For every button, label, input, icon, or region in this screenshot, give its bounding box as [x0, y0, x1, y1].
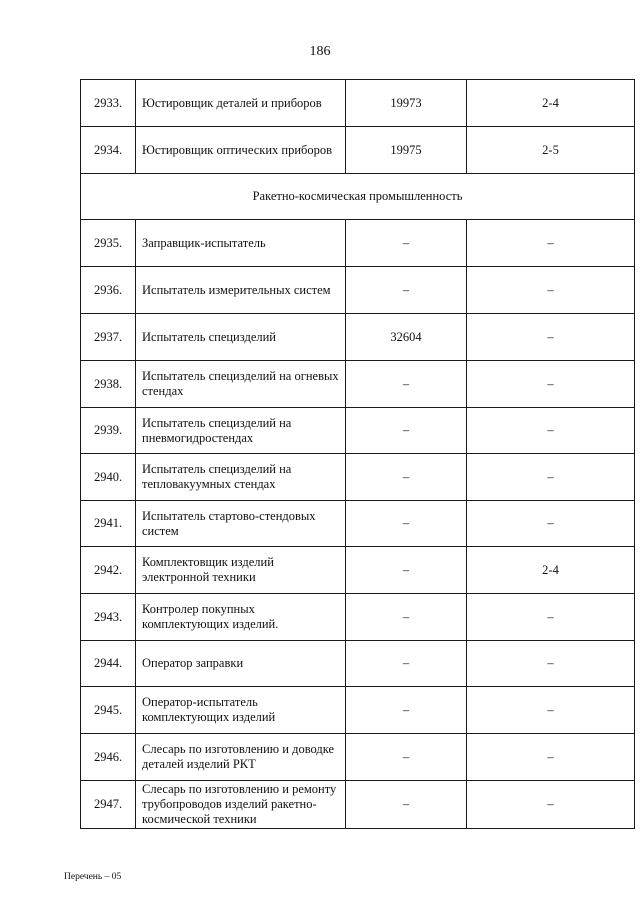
profession-name: Юстировщик оптических приборов	[136, 127, 346, 174]
row-number: 2941.	[81, 501, 136, 547]
row-number: 2945.	[81, 687, 136, 734]
profession-name: Оператор заправки	[136, 641, 346, 687]
profession-code: 19975	[346, 127, 467, 174]
row-number: 2944.	[81, 641, 136, 687]
profession-name: Юстировщик деталей и приборов	[136, 80, 346, 127]
profession-name: Заправщик-испытатель	[136, 220, 346, 267]
table-row	[81, 361, 635, 408]
profession-name: Испытатель стартово-стендовых систем	[136, 501, 346, 547]
row-number: 2933.	[81, 80, 136, 127]
table-row	[81, 80, 635, 127]
footer-label: Перечень – 05	[64, 872, 122, 882]
grade-range: –	[467, 501, 635, 547]
profession-code: 19973	[346, 80, 467, 127]
row-number: 2934.	[81, 127, 136, 174]
profession-name: Контролер покупных комплектующих изделий.	[136, 594, 346, 641]
table-row	[81, 547, 635, 594]
section-title: Ракетно-космическая промышленность	[81, 174, 635, 220]
grade-range: –	[467, 594, 635, 641]
profession-code: –	[346, 267, 467, 314]
row-number: 2936.	[81, 267, 136, 314]
profession-name: Испытатель специзделий на огневых стендах	[136, 361, 346, 408]
profession-name: Испытатель специзделий на пневмогидростендах	[136, 408, 346, 454]
profession-name: Оператор-испытатель комплектующих изделий	[136, 687, 346, 734]
grade-range: –	[467, 454, 635, 501]
table-row	[81, 267, 635, 314]
page-number: 186	[309, 44, 331, 59]
table-row	[81, 641, 635, 687]
profession-code: –	[346, 361, 467, 408]
profession-code: –	[346, 781, 467, 829]
table-row	[81, 781, 635, 829]
table-section	[81, 174, 635, 220]
grade-range: –	[467, 361, 635, 408]
grade-range: –	[467, 687, 635, 734]
profession-name: Слесарь по изготовлению и доводке деталей изделий РКТ	[136, 734, 346, 781]
profession-name: Испытатель измерительных систем	[136, 267, 346, 314]
profession-name: Испытатель специзделий на тепловакуумных стендах	[136, 454, 346, 501]
row-number: 2942.	[81, 547, 136, 594]
row-number: 2937.	[81, 314, 136, 361]
table-body-before-section	[81, 80, 635, 174]
row-number: 2940.	[81, 454, 136, 501]
grade-range: –	[467, 220, 635, 267]
profession-code: –	[346, 641, 467, 687]
row-number: 2946.	[81, 734, 136, 781]
table-row	[81, 594, 635, 641]
profession-code: –	[346, 594, 467, 641]
grade-range: –	[467, 267, 635, 314]
table-row	[81, 408, 635, 454]
profession-code: –	[346, 220, 467, 267]
table-body-after-section	[81, 220, 635, 829]
table-row	[81, 314, 635, 361]
row-number: 2935.	[81, 220, 136, 267]
professions-table	[80, 79, 635, 829]
row-number: 2947.	[81, 781, 136, 829]
profession-code: –	[346, 687, 467, 734]
profession-code: –	[346, 547, 467, 594]
profession-name: Слесарь по изготовлению и ремонту трубопроводов изделий ракетно-космической техники	[136, 781, 346, 829]
profession-code: –	[346, 501, 467, 547]
grade-range: –	[467, 734, 635, 781]
table-row	[81, 687, 635, 734]
grade-range: 2-4	[467, 80, 635, 127]
table-row	[81, 220, 635, 267]
profession-code: –	[346, 734, 467, 781]
table-row	[81, 501, 635, 547]
row-number: 2938.	[81, 361, 136, 408]
profession-name: Комплектовщик изделий электронной техники	[136, 547, 346, 594]
grade-range: –	[467, 641, 635, 687]
grade-range: –	[467, 314, 635, 361]
grade-range: –	[467, 408, 635, 454]
grade-range: 2-5	[467, 127, 635, 174]
profession-name: Испытатель специзделий	[136, 314, 346, 361]
profession-code: –	[346, 454, 467, 501]
table-row	[81, 454, 635, 501]
grade-range: –	[467, 781, 635, 829]
table-row	[81, 127, 635, 174]
grade-range: 2-4	[467, 547, 635, 594]
section-row	[81, 174, 635, 220]
profession-code: 32604	[346, 314, 467, 361]
profession-code: –	[346, 408, 467, 454]
row-number: 2943.	[81, 594, 136, 641]
table-row	[81, 734, 635, 781]
row-number: 2939.	[81, 408, 136, 454]
